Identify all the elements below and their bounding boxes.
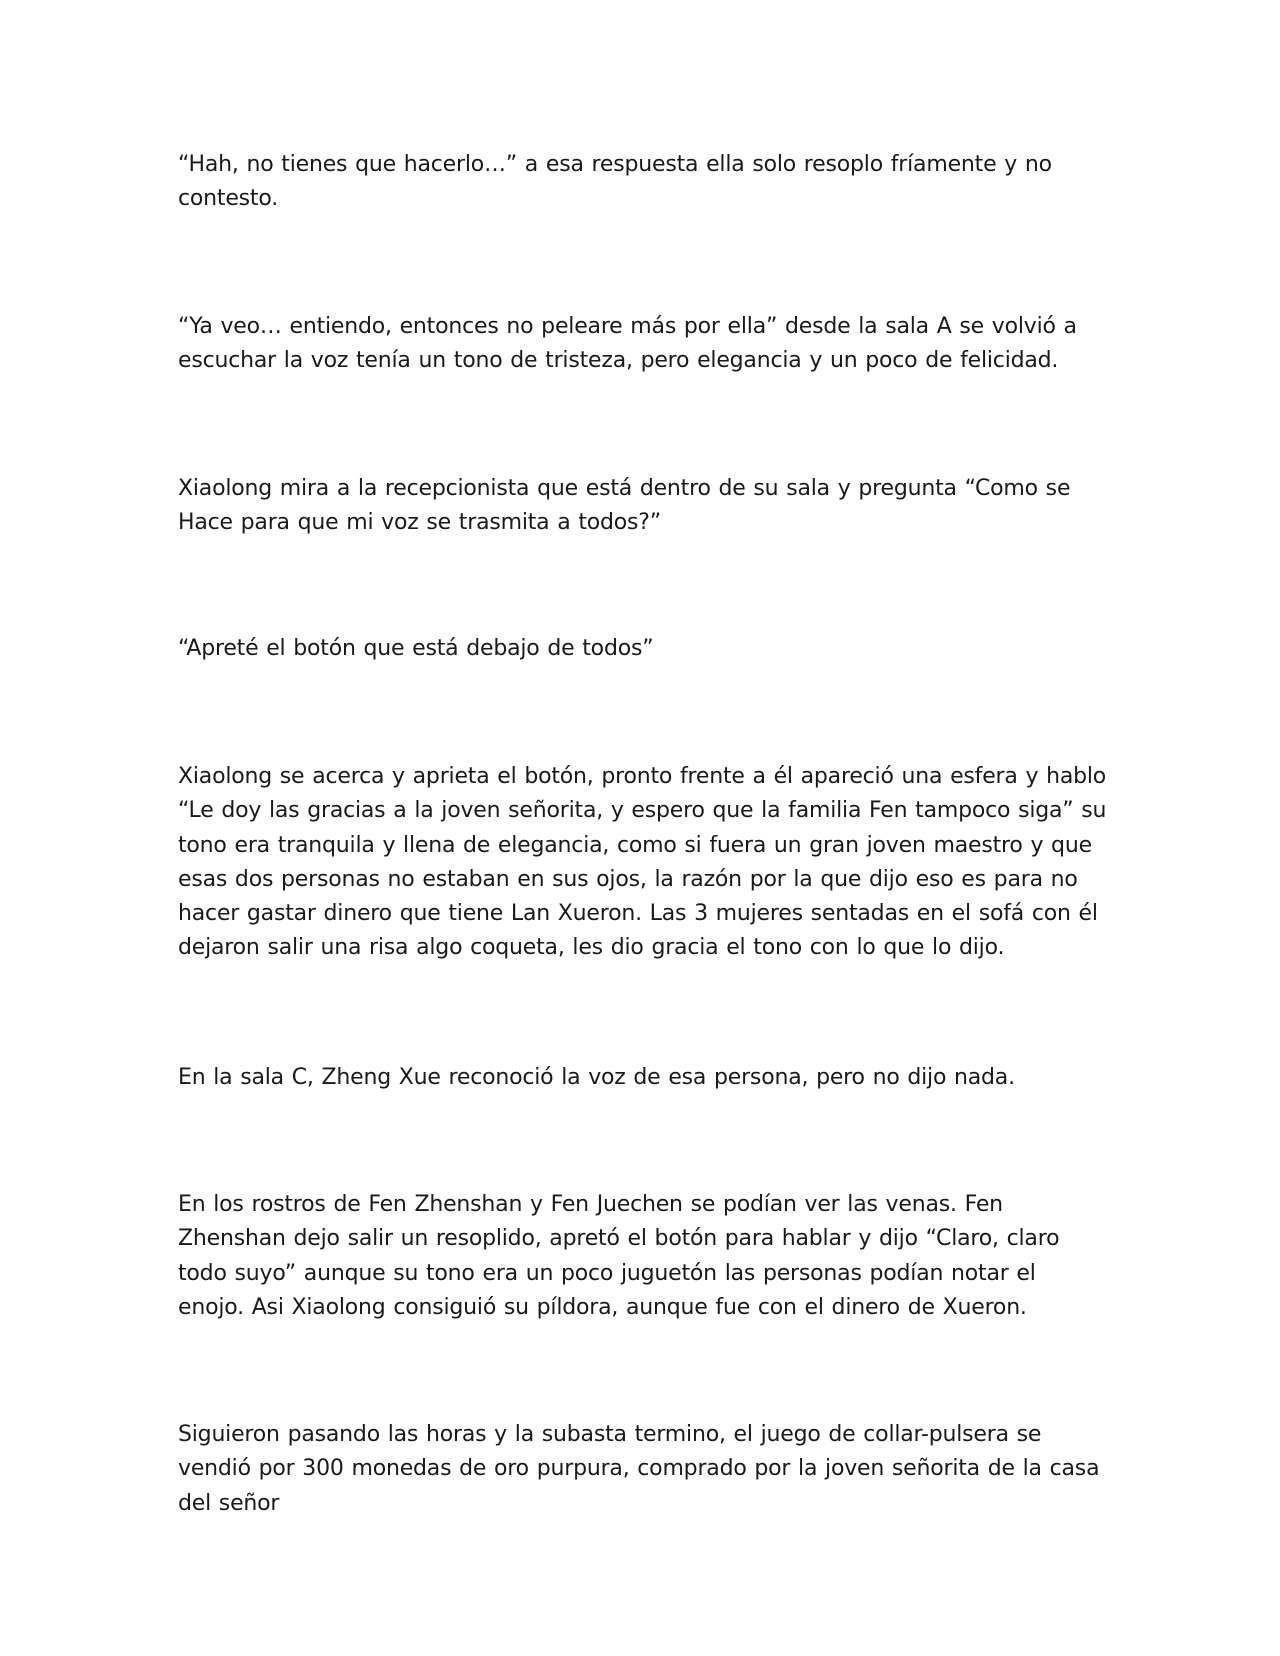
paragraph-2: “Ya veo… entiendo, entonces no peleare más por ella” desde la sala A se volvió a escuchar la voz tenía un tono de tristeza, pero elegancia y un poco de felicidad. [178,314,1077,374]
paragraph-4: “Apreté el botón que está debajo de todos” [178,636,654,661]
paragraph-5: Xiaolong se acerca y aprieta el botón, pronto frente a él apareció una esfera y hablo “Le doy las gracias a la joven señorita, y espero que la familia Fen tampoco siga” su tono era tranquila y llena de elegancia, como si fuera un gran joven maestro y que esas dos personas no estaban en sus ojos, la razón por la que dijo eso es para no hacer gastar dinero que tiene Lan Xueron. Las 3 mujeres sentadas en el sofá con él dejaron salir una risa algo coqueta, les dio gracia el tono con lo que lo dijo. [178,764,1107,961]
paragraph-6: En la sala C, Zheng Xue reconoció la voz de esa persona, pero no dijo nada. [178,1065,1015,1090]
paragraph-8: Siguieron pasando las horas y la subasta termino, el juego de collar-pulsera se vendió por 300 monedas de oro purpura, comprado por la joven señorita de la casa del señor [178,1422,1100,1516]
paragraph-3: Xiaolong mira a la recepcionista que está dentro de su sala y pregunta “Como se Hace para que mi voz se trasmita a todos?” [178,476,1071,536]
paragraph-7: En los rostros de Fen Zhenshan y Fen Juechen se podían ver las venas. Fen Zhenshan dejo salir un resoplido, apretó el botón para hablar y dijo “Claro, claro todo suyo” aunque su tono era un poco juguetón las personas podían notar el enojo. Asi Xiaolong consiguió su píldora, aunque fue con el dinero de Xueron. [178,1192,1060,1320]
paragraph-1: “Hah, no tienes que hacerlo…” a esa respuesta ella solo resoplo fríamente y no contesto. [178,152,1052,212]
